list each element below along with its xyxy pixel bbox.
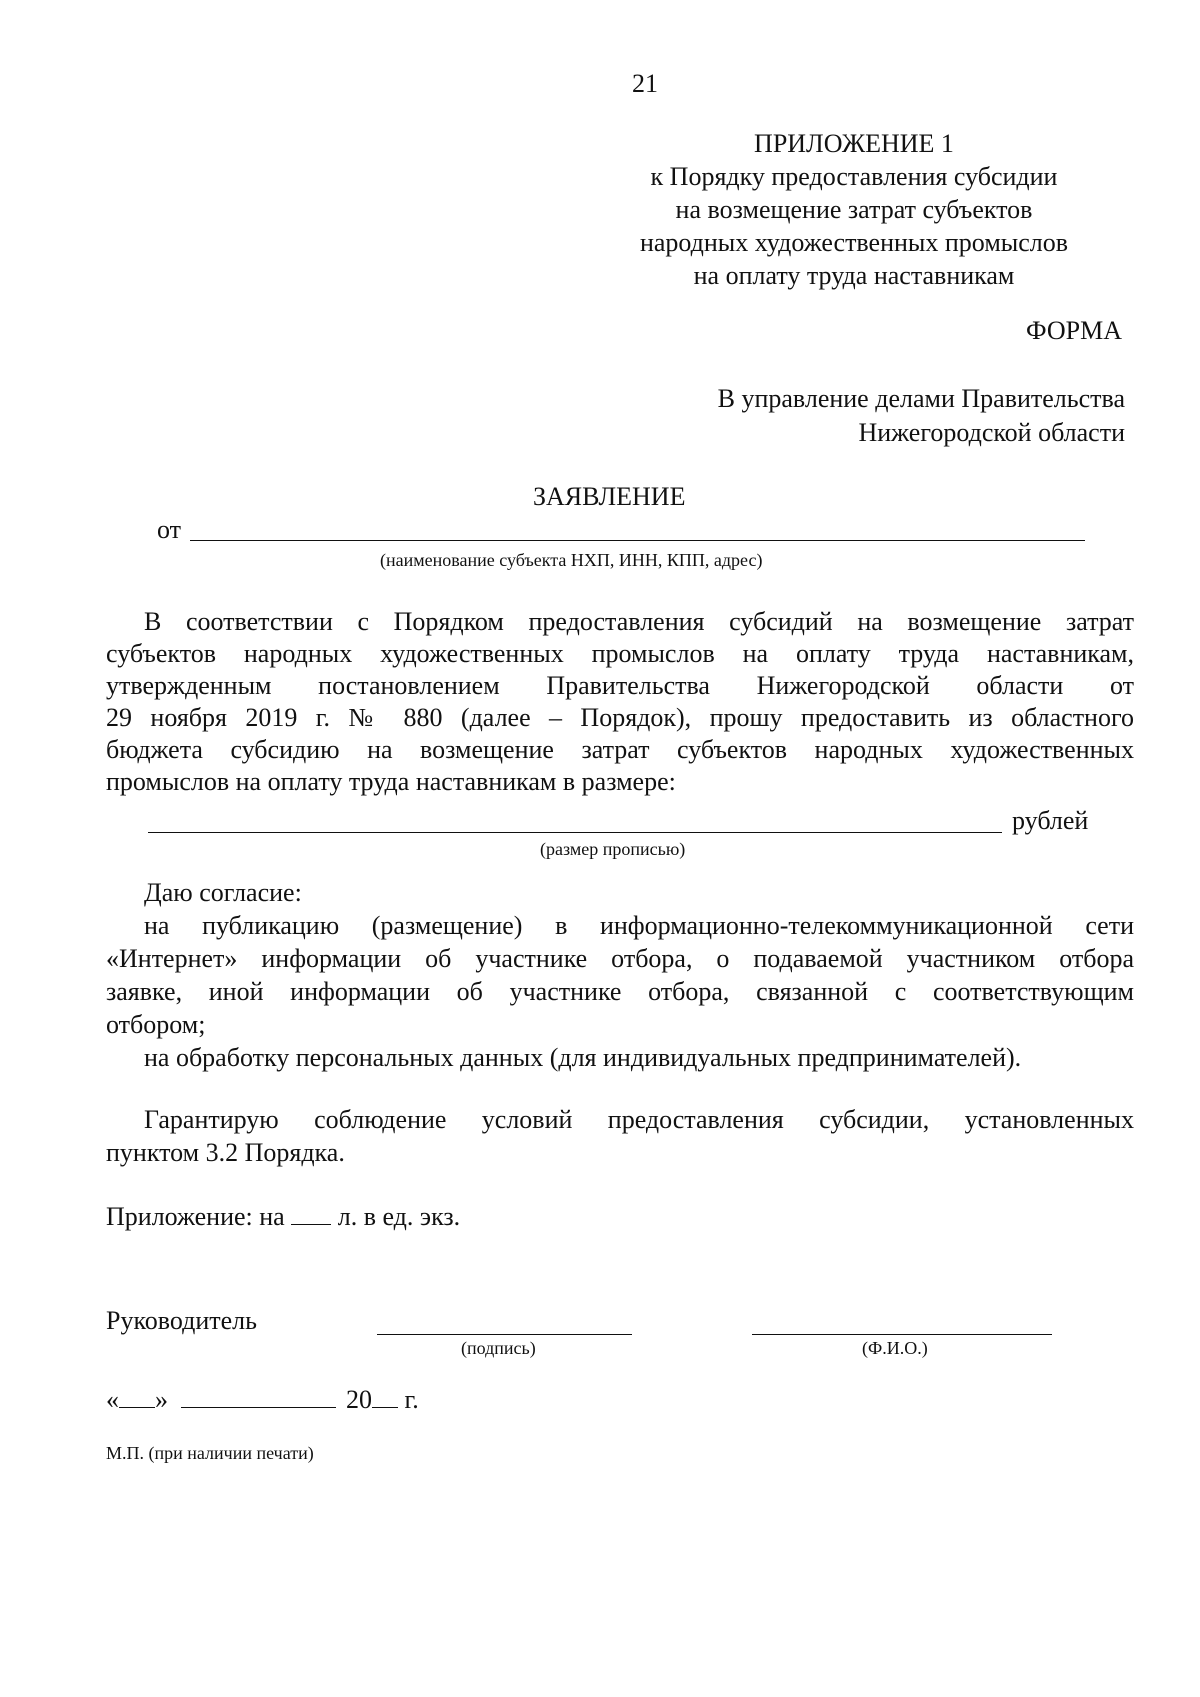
consent-line: «Интернет» информации об участнике отбора, о подаваемой участником отбора: [106, 944, 1134, 973]
appendix-line: народных художественных промыслов: [639, 228, 1069, 257]
attachment-suffix: л. в ед. экз.: [337, 1202, 461, 1231]
paragraph-line: В соответствии с Порядком предоставления субсидий на возмещение затрат: [144, 607, 1134, 636]
consent-heading: Даю согласие:: [144, 878, 302, 907]
form-label: ФОРМА: [1026, 316, 1122, 345]
date-year-blank[interactable]: [372, 1385, 398, 1408]
page-number: 21: [632, 69, 658, 98]
date-day-blank[interactable]: [119, 1385, 155, 1408]
paragraph-line: промыслов на оплату труда наставникам в размере:: [106, 767, 676, 796]
date-line: [106, 1384, 419, 1416]
appendix-line: на оплату труда наставникам: [693, 261, 1015, 290]
addressee-line: Нижегородской области: [858, 418, 1125, 447]
from-label: от: [157, 515, 182, 544]
document-title: ЗАЯВЛЕНИЕ: [533, 482, 686, 511]
name-blank-line[interactable]: [752, 1334, 1052, 1335]
attachment-prefix: Приложение: на: [106, 1202, 285, 1231]
stamp-note: М.П. (при наличии печати): [106, 1443, 314, 1463]
attachment-line: [106, 1201, 460, 1233]
amount-unit: рублей: [1012, 806, 1089, 835]
applicant-hint: (наименование субъекта НХП, ИНН, КПП, адрес): [380, 550, 763, 570]
date-close-quote: »: [155, 1385, 168, 1414]
attachment-sheets-blank[interactable]: [291, 1202, 331, 1225]
guarantee-block: [106, 1103, 1134, 1169]
consent-personal-data: на обработку персональных данных (для индивидуальных предпринимателей).: [144, 1043, 1022, 1072]
guarantee-line: пунктом 3.2 Порядка.: [106, 1138, 345, 1167]
consent-line: заявке, иной информации об участнике отбора, связанной с соответствующим: [106, 977, 1134, 1006]
signature-role: Руководитель: [106, 1306, 257, 1335]
appendix-block: [600, 127, 1108, 292]
consent-line: отбором;: [106, 1010, 206, 1039]
date-open-quote: «: [106, 1385, 119, 1414]
amount-blank-line[interactable]: [148, 832, 1002, 833]
applicant-blank-line[interactable]: [190, 540, 1085, 541]
name-hint: (Ф.И.О.): [862, 1338, 928, 1358]
date-year-prefix: 20: [346, 1385, 372, 1414]
appendix-line: к Порядку предоставления субсидии: [650, 162, 1058, 191]
main-paragraph: [106, 606, 1134, 798]
paragraph-line: 29 ноября 2019 г. № 880 (далее – Порядок), прошу предоставить из областного: [106, 703, 1134, 732]
appendix-title: ПРИЛОЖЕНИЕ 1: [754, 129, 954, 158]
addressee-line: В управление делами Правительства: [717, 384, 1125, 413]
appendix-line: на возмещение затрат субъектов: [675, 195, 1033, 224]
guarantee-line: Гарантирую соблюдение условий предоставления субсидии, установленных: [144, 1105, 1134, 1134]
consent-line: на публикацию (размещение) в информационно-телекоммуникационной сети: [144, 911, 1134, 940]
paragraph-line: утвержденным постановлением Правительства Нижегородской области от: [106, 671, 1134, 700]
paragraph-line: субъектов народных художественных промыслов на оплату труда наставникам,: [106, 639, 1134, 668]
amount-hint: (размер прописью): [540, 839, 686, 859]
signature-blank-line[interactable]: [377, 1334, 632, 1335]
addressee: [718, 382, 1125, 450]
date-month-blank[interactable]: [181, 1385, 336, 1408]
consent-block: [106, 876, 1134, 1074]
signature-hint: (подпись): [461, 1338, 536, 1358]
paragraph-line: бюджета субсидию на возмещение затрат субъектов народных художественных: [106, 735, 1134, 764]
date-year-suffix: г.: [404, 1385, 419, 1414]
